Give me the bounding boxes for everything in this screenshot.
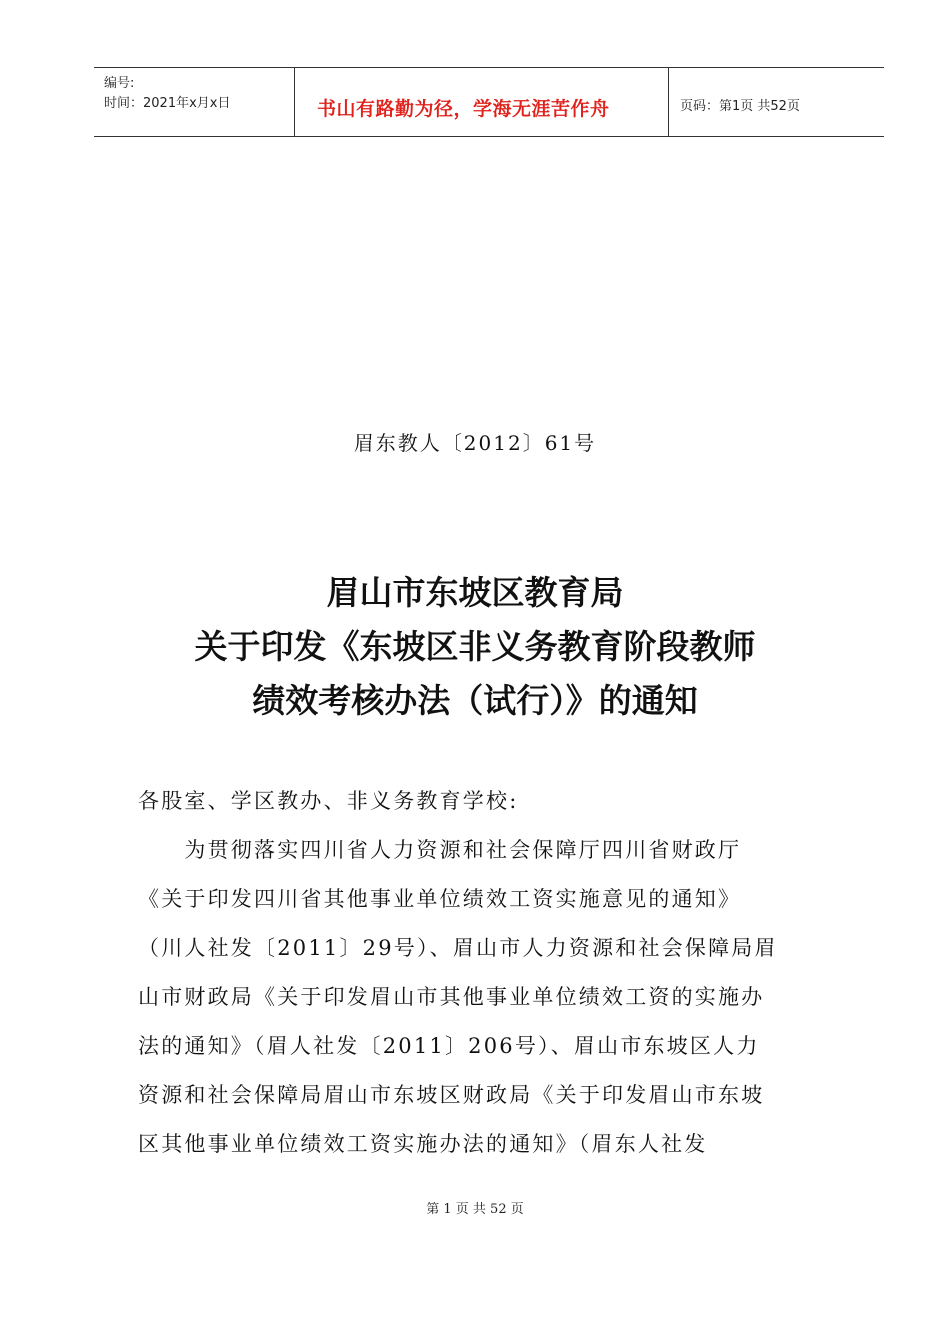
paragraph-line: 为贯彻落实四川省人力资源和社会保障厅四川省财政厅 [138, 838, 742, 862]
header-meta-cell [94, 68, 294, 136]
doc-number-label: 编号: [104, 76, 135, 91]
header-motto: 书山有路勤为径，学海无涯苦作舟 [317, 98, 610, 120]
page-header [94, 67, 884, 137]
doc-time-label: 时间：2021年x月x日 [104, 96, 231, 111]
paragraph-line: 《关于印发四川省其他事业单位绩效工资实施意见的通知》 [138, 887, 742, 911]
paragraph-line: 资源和社会保障局眉山市东坡区财政局《关于印发眉山市东坡 [138, 1083, 765, 1107]
paragraph-line: 区其他事业单位绩效工资实施办法的通知》（眉东人社发 [138, 1132, 708, 1156]
document-body [138, 777, 850, 1169]
header-page-info: 页码：第1页 共52页 [680, 99, 800, 114]
title-line: 眉山市东坡区教育局 [326, 573, 624, 612]
header-motto-cell [294, 68, 669, 136]
page-footer: 第 1 页 共 52 页 [426, 1202, 524, 1217]
document-number: 眉东教人〔2012〕61号 [353, 431, 597, 455]
title-line: 绩效考核办法（试行）》的通知 [252, 681, 698, 720]
title-line: 关于印发《东坡区非义务教育阶段教师 [194, 627, 756, 666]
paragraph-line: 山市财政局《关于印发眉山市其他事业单位绩效工资的实施办 [138, 985, 765, 1009]
document-title [0, 566, 950, 728]
header-page-cell [668, 68, 884, 136]
paragraph-line: （川人社发〔2011〕29号）、眉山市人力资源和社会保障局眉 [138, 936, 778, 960]
salutation: 各股室、学区教办、非义务教育学校: [138, 789, 519, 813]
paragraph-line: 法的通知》（眉人社发〔2011〕206号）、眉山市东坡区人力 [138, 1034, 760, 1058]
